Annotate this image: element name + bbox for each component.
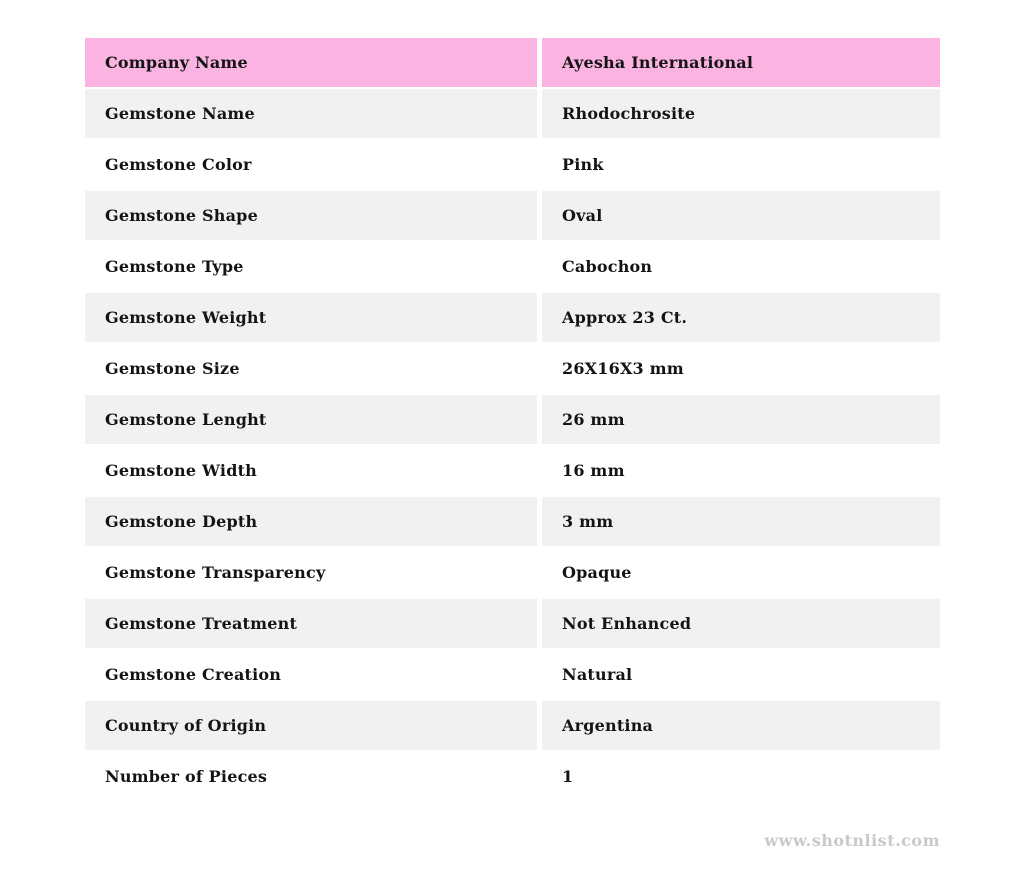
table-header-row — [85, 38, 940, 87]
gemstone-spec-table — [80, 36, 945, 803]
table-row — [85, 191, 940, 240]
row-value-cell: Not Enhanced — [542, 599, 940, 648]
row-label-cell: Gemstone Weight — [85, 293, 537, 342]
row-value-cell: Opaque — [542, 548, 940, 597]
row-label-cell: Gemstone Name — [85, 89, 537, 138]
table-row — [85, 293, 940, 342]
table-row — [85, 344, 940, 393]
row-value-cell: 26X16X3 mm — [542, 344, 940, 393]
row-label-cell: Gemstone Treatment — [85, 599, 537, 648]
row-label-cell: Gemstone Lenght — [85, 395, 537, 444]
watermark-text: www.shotnlist.com — [764, 831, 940, 850]
row-value-cell: Oval — [542, 191, 940, 240]
row-label-cell: Gemstone Width — [85, 446, 537, 495]
table-row — [85, 395, 940, 444]
table-row — [85, 89, 940, 138]
row-value-cell: 16 mm — [542, 446, 940, 495]
table-row — [85, 650, 940, 699]
table-row — [85, 242, 940, 291]
row-label-cell: Gemstone Color — [85, 140, 537, 189]
row-value-cell: Pink — [542, 140, 940, 189]
table-row — [85, 752, 940, 801]
row-label-cell: Gemstone Size — [85, 344, 537, 393]
table-row — [85, 497, 940, 546]
row-label-cell: Number of Pieces — [85, 752, 537, 801]
table-row — [85, 548, 940, 597]
row-label-cell: Country of Origin — [85, 701, 537, 750]
row-value-cell: Cabochon — [542, 242, 940, 291]
row-label-cell: Gemstone Shape — [85, 191, 537, 240]
row-value-cell: 1 — [542, 752, 940, 801]
row-value-cell: Rhodochrosite — [542, 89, 940, 138]
row-label-cell: Gemstone Creation — [85, 650, 537, 699]
table-row — [85, 140, 940, 189]
table-row — [85, 701, 940, 750]
gemstone-spec-table-container — [80, 36, 945, 803]
table-row — [85, 599, 940, 648]
row-label-cell: Gemstone Depth — [85, 497, 537, 546]
row-value-cell: Argentina — [542, 701, 940, 750]
row-value-cell: Natural — [542, 650, 940, 699]
row-value-cell: 26 mm — [542, 395, 940, 444]
header-label-cell: Company Name — [85, 38, 537, 87]
table-row — [85, 446, 940, 495]
row-value-cell: Approx 23 Ct. — [542, 293, 940, 342]
row-value-cell: 3 mm — [542, 497, 940, 546]
row-label-cell: Gemstone Transparency — [85, 548, 537, 597]
header-value-cell: Ayesha International — [542, 38, 940, 87]
row-label-cell: Gemstone Type — [85, 242, 537, 291]
